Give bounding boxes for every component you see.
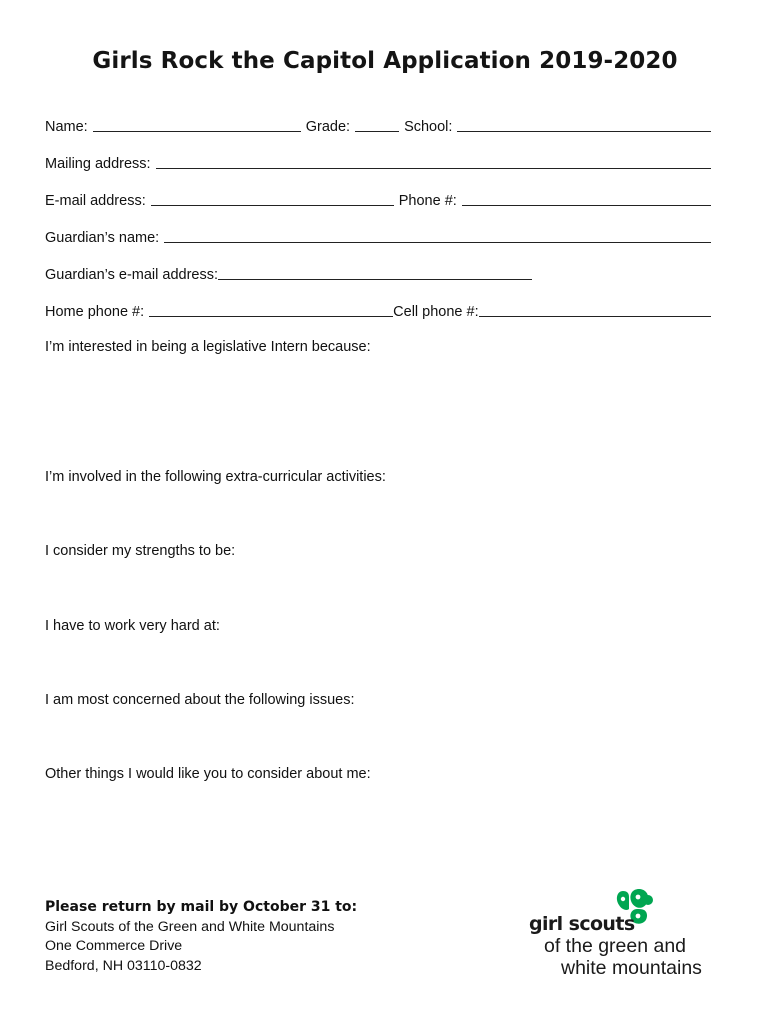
phone-field[interactable] — [462, 204, 711, 206]
school-label: School: — [404, 119, 453, 135]
mailing-address-label: Mailing address: — [45, 156, 151, 172]
mailing-address-field[interactable] — [156, 167, 711, 169]
cell-phone-field[interactable] — [479, 315, 711, 317]
email-phone-row — [45, 189, 711, 209]
mailing-address-row — [45, 152, 711, 172]
name-field[interactable] — [93, 130, 301, 132]
return-street: One Commerce Drive — [45, 938, 183, 954]
guardian-name-row — [45, 226, 711, 246]
prompt-other: Other things I would like you to consider about me: — [45, 766, 371, 782]
cell-phone-label: Cell phone #: — [393, 304, 479, 320]
email-address-field[interactable] — [151, 204, 394, 206]
prompt-activities: I’m involved in the following extra-curricular activities: — [45, 469, 386, 485]
guardian-email-label: Guardian’s e-mail address: — [45, 267, 219, 283]
page-title: Girls Rock the Capitol Application 2019-2020 — [92, 48, 678, 74]
return-address-block — [45, 898, 357, 976]
prompt-strengths: I consider my strengths to be: — [45, 543, 236, 559]
home-phone-label: Home phone #: — [45, 304, 145, 320]
prompt-work-hard: I have to work very hard at: — [45, 618, 220, 634]
prompt-issues: I am most concerned about the following issues: — [45, 692, 355, 708]
logo-wordmark: girl scouts — [529, 913, 635, 935]
phone-label: Phone #: — [398, 193, 457, 209]
email-address-label: E-mail address: — [45, 193, 146, 209]
grade-label: Grade: — [305, 119, 351, 135]
return-city: Bedford, NH 03110-0832 — [45, 957, 202, 974]
guardian-name-field[interactable] — [164, 241, 711, 243]
home-phone-field[interactable] — [149, 315, 393, 317]
guardian-email-field[interactable] — [218, 278, 532, 280]
guardian-email-row — [45, 263, 711, 283]
name-label: Name: — [45, 119, 88, 135]
return-heading: Please return by mail by October 31 to: — [45, 899, 358, 915]
grade-field[interactable] — [355, 130, 399, 132]
return-org: Girl Scouts of the Green and White Mountains — [45, 918, 335, 935]
home-cell-phone-row — [45, 300, 711, 320]
logo-tagline-line1: of the green and — [544, 935, 687, 957]
guardian-name-label: Guardian’s name: — [45, 230, 160, 246]
name-grade-school-row — [45, 115, 711, 135]
girl-scouts-logo — [529, 889, 729, 989]
prompt-intern-reason: I’m interested in being a legislative Intern because: — [45, 339, 371, 355]
school-field[interactable] — [457, 130, 711, 132]
logo-tagline-line2: white mountains — [561, 957, 702, 979]
